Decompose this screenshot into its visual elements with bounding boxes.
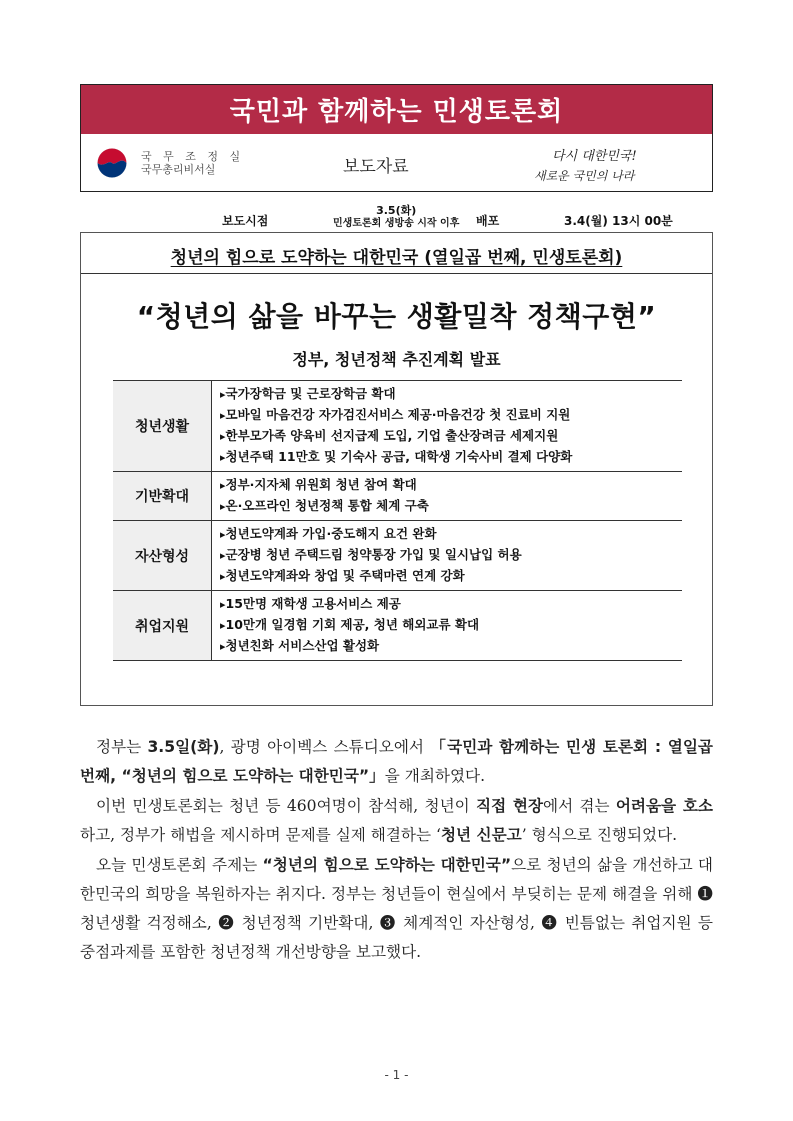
agency-row bbox=[81, 134, 712, 191]
text-run-bold: 어려움을 호소 bbox=[615, 797, 713, 815]
items-cell bbox=[212, 381, 683, 472]
agency-line1: 국 무 조 정 실 bbox=[141, 150, 245, 163]
doc-type-label: 보도자료 bbox=[343, 157, 409, 177]
category-cell: 기반확대 bbox=[113, 472, 212, 521]
category-cell: 취업지원 bbox=[113, 591, 212, 661]
text-run-bold: 직접 현장 bbox=[476, 797, 544, 815]
text-run-bold: 「국민과 함께하는 민생 토론회 : 열일곱 번째, “청년의 힘으로 도약하는 대한민국”」 bbox=[80, 738, 713, 785]
agency-name bbox=[141, 150, 244, 176]
page-number: - 1 - bbox=[384, 1068, 409, 1082]
text-run: 을 개최하였다. bbox=[384, 767, 486, 785]
slogan-calligraphy bbox=[530, 142, 690, 186]
headline: “청년의 삶을 바꾸는 생활밀착 정책구현” bbox=[136, 300, 657, 333]
text-run: 이번 민생토론회는 청년 등 460여명이 참석해, 청년이 bbox=[96, 797, 476, 815]
items-cell bbox=[212, 591, 683, 661]
title-divider bbox=[81, 273, 712, 274]
policy-item: ▸ 온·오프라인 청년정책 통합 체계 구축 bbox=[220, 496, 674, 517]
category-cell: 자산형성 bbox=[113, 521, 212, 591]
distribution-label: 배포 bbox=[476, 214, 500, 228]
paragraph-1 bbox=[80, 733, 713, 791]
policy-item: ▸ 국가장학금 및 근로장학금 확대 bbox=[220, 384, 674, 405]
policy-item: ▸ 한부모가족 양육비 선지급제 도입, 기업 출산장려금 세제지원 bbox=[220, 426, 674, 447]
sub-headline: 정부, 청년정책 추진계획 발표 bbox=[292, 350, 501, 369]
banner-title: 국민과 함께하는 민생토론회 bbox=[81, 85, 712, 134]
items-cell bbox=[212, 472, 683, 521]
policy-row-assets bbox=[113, 521, 682, 591]
policy-item: ▸ 정부·지자체 위원회 청년 참여 확대 bbox=[220, 475, 674, 496]
policy-item: ▸ 15만명 재학생 고용서비스 제공 bbox=[220, 594, 674, 615]
text-run-bold: 청년 신문고 bbox=[440, 826, 522, 844]
policy-row-foundation bbox=[113, 472, 682, 521]
agency-line2: 국무총리비서실 bbox=[141, 163, 216, 176]
category-cell: 청년생활 bbox=[113, 381, 212, 472]
policy-item: ▸ 청년주택 11만호 및 기숙사 공급, 대학생 기숙사비 결제 다양화 bbox=[220, 447, 674, 468]
policy-item: ▸ 청년도약계좌와 창업 및 주택마련 연계 강화 bbox=[220, 566, 674, 587]
text-run: 으로 청년의 삶을 개선하고 대한민국의 희망을 복원하자는 취지다. 정부는 청년들이 현실에서 부딪히는 문제 해결을 위해 ❶ 청년생활 걱정해소, ❷ 청년정책 기반확대, ❸ 체계적인 자산형성, ❹ 빈틈없는 취업지원 등 중점과제를 포함한 청년정책 개선방향을 보고했다. bbox=[80, 856, 713, 961]
release-info bbox=[0, 204, 793, 232]
release-time-condition: 민생토론회 생방송 시작 이후 bbox=[333, 218, 460, 229]
release-time-label: 보도시점 bbox=[222, 214, 269, 228]
policy-item: ▸ 군장병 청년 주택드림 청약통장 가입 및 일시납입 허용 bbox=[220, 545, 674, 566]
text-run-bold: “청년의 힘으로 도약하는 대한민국” bbox=[262, 856, 512, 874]
slogan-line2: 새로운 국민의 나라 bbox=[534, 169, 635, 183]
text-run-bold: 3.5일(화) bbox=[147, 738, 220, 756]
policy-item: ▸ 모바일 마음건강 자가검진서비스 제공·마음건강 첫 진료비 지원 bbox=[220, 405, 674, 426]
paragraph-3 bbox=[80, 851, 713, 967]
policy-item: ▸ 10만개 일경험 기회 제공, 청년 해외교류 확대 bbox=[220, 615, 674, 636]
text-run: 하고, 정부가 해법을 제시하며 문제를 실제 해결하는 ‘ bbox=[80, 826, 441, 844]
press-header bbox=[80, 84, 713, 192]
slogan-line1: 다시 대한민국! bbox=[552, 149, 637, 164]
text-run: , 광명 아이벡스 스튜디오에서 bbox=[219, 738, 431, 756]
article-body bbox=[80, 733, 713, 968]
paragraph-2 bbox=[80, 792, 713, 850]
text-run: 정부는 bbox=[96, 738, 148, 756]
release-time-date: 3.5(화) bbox=[376, 204, 417, 217]
event-subtitle: 청년의 힘으로 도약하는 대한민국 (열일곱 번째, 민생토론회) bbox=[170, 248, 623, 268]
release-time-value bbox=[333, 204, 459, 230]
policy-item: ▸ 청년친화 서비스산업 활성화 bbox=[220, 636, 674, 657]
text-run: 에서 겪는 bbox=[543, 797, 616, 815]
policy-table bbox=[113, 380, 682, 661]
items-cell bbox=[212, 521, 683, 591]
distribution-value: 3.4(월) 13시 00분 bbox=[564, 214, 673, 228]
government-logo-icon bbox=[95, 146, 129, 180]
policy-row-living bbox=[113, 381, 682, 472]
policy-item: ▸ 청년도약계좌 가입·중도해지 요건 완화 bbox=[220, 524, 674, 545]
summary-box bbox=[80, 232, 713, 706]
policy-row-employment bbox=[113, 591, 682, 661]
text-run: 오늘 민생토론회 주제는 bbox=[96, 856, 263, 874]
text-run: ’ 형식으로 진행되었다. bbox=[521, 826, 678, 844]
